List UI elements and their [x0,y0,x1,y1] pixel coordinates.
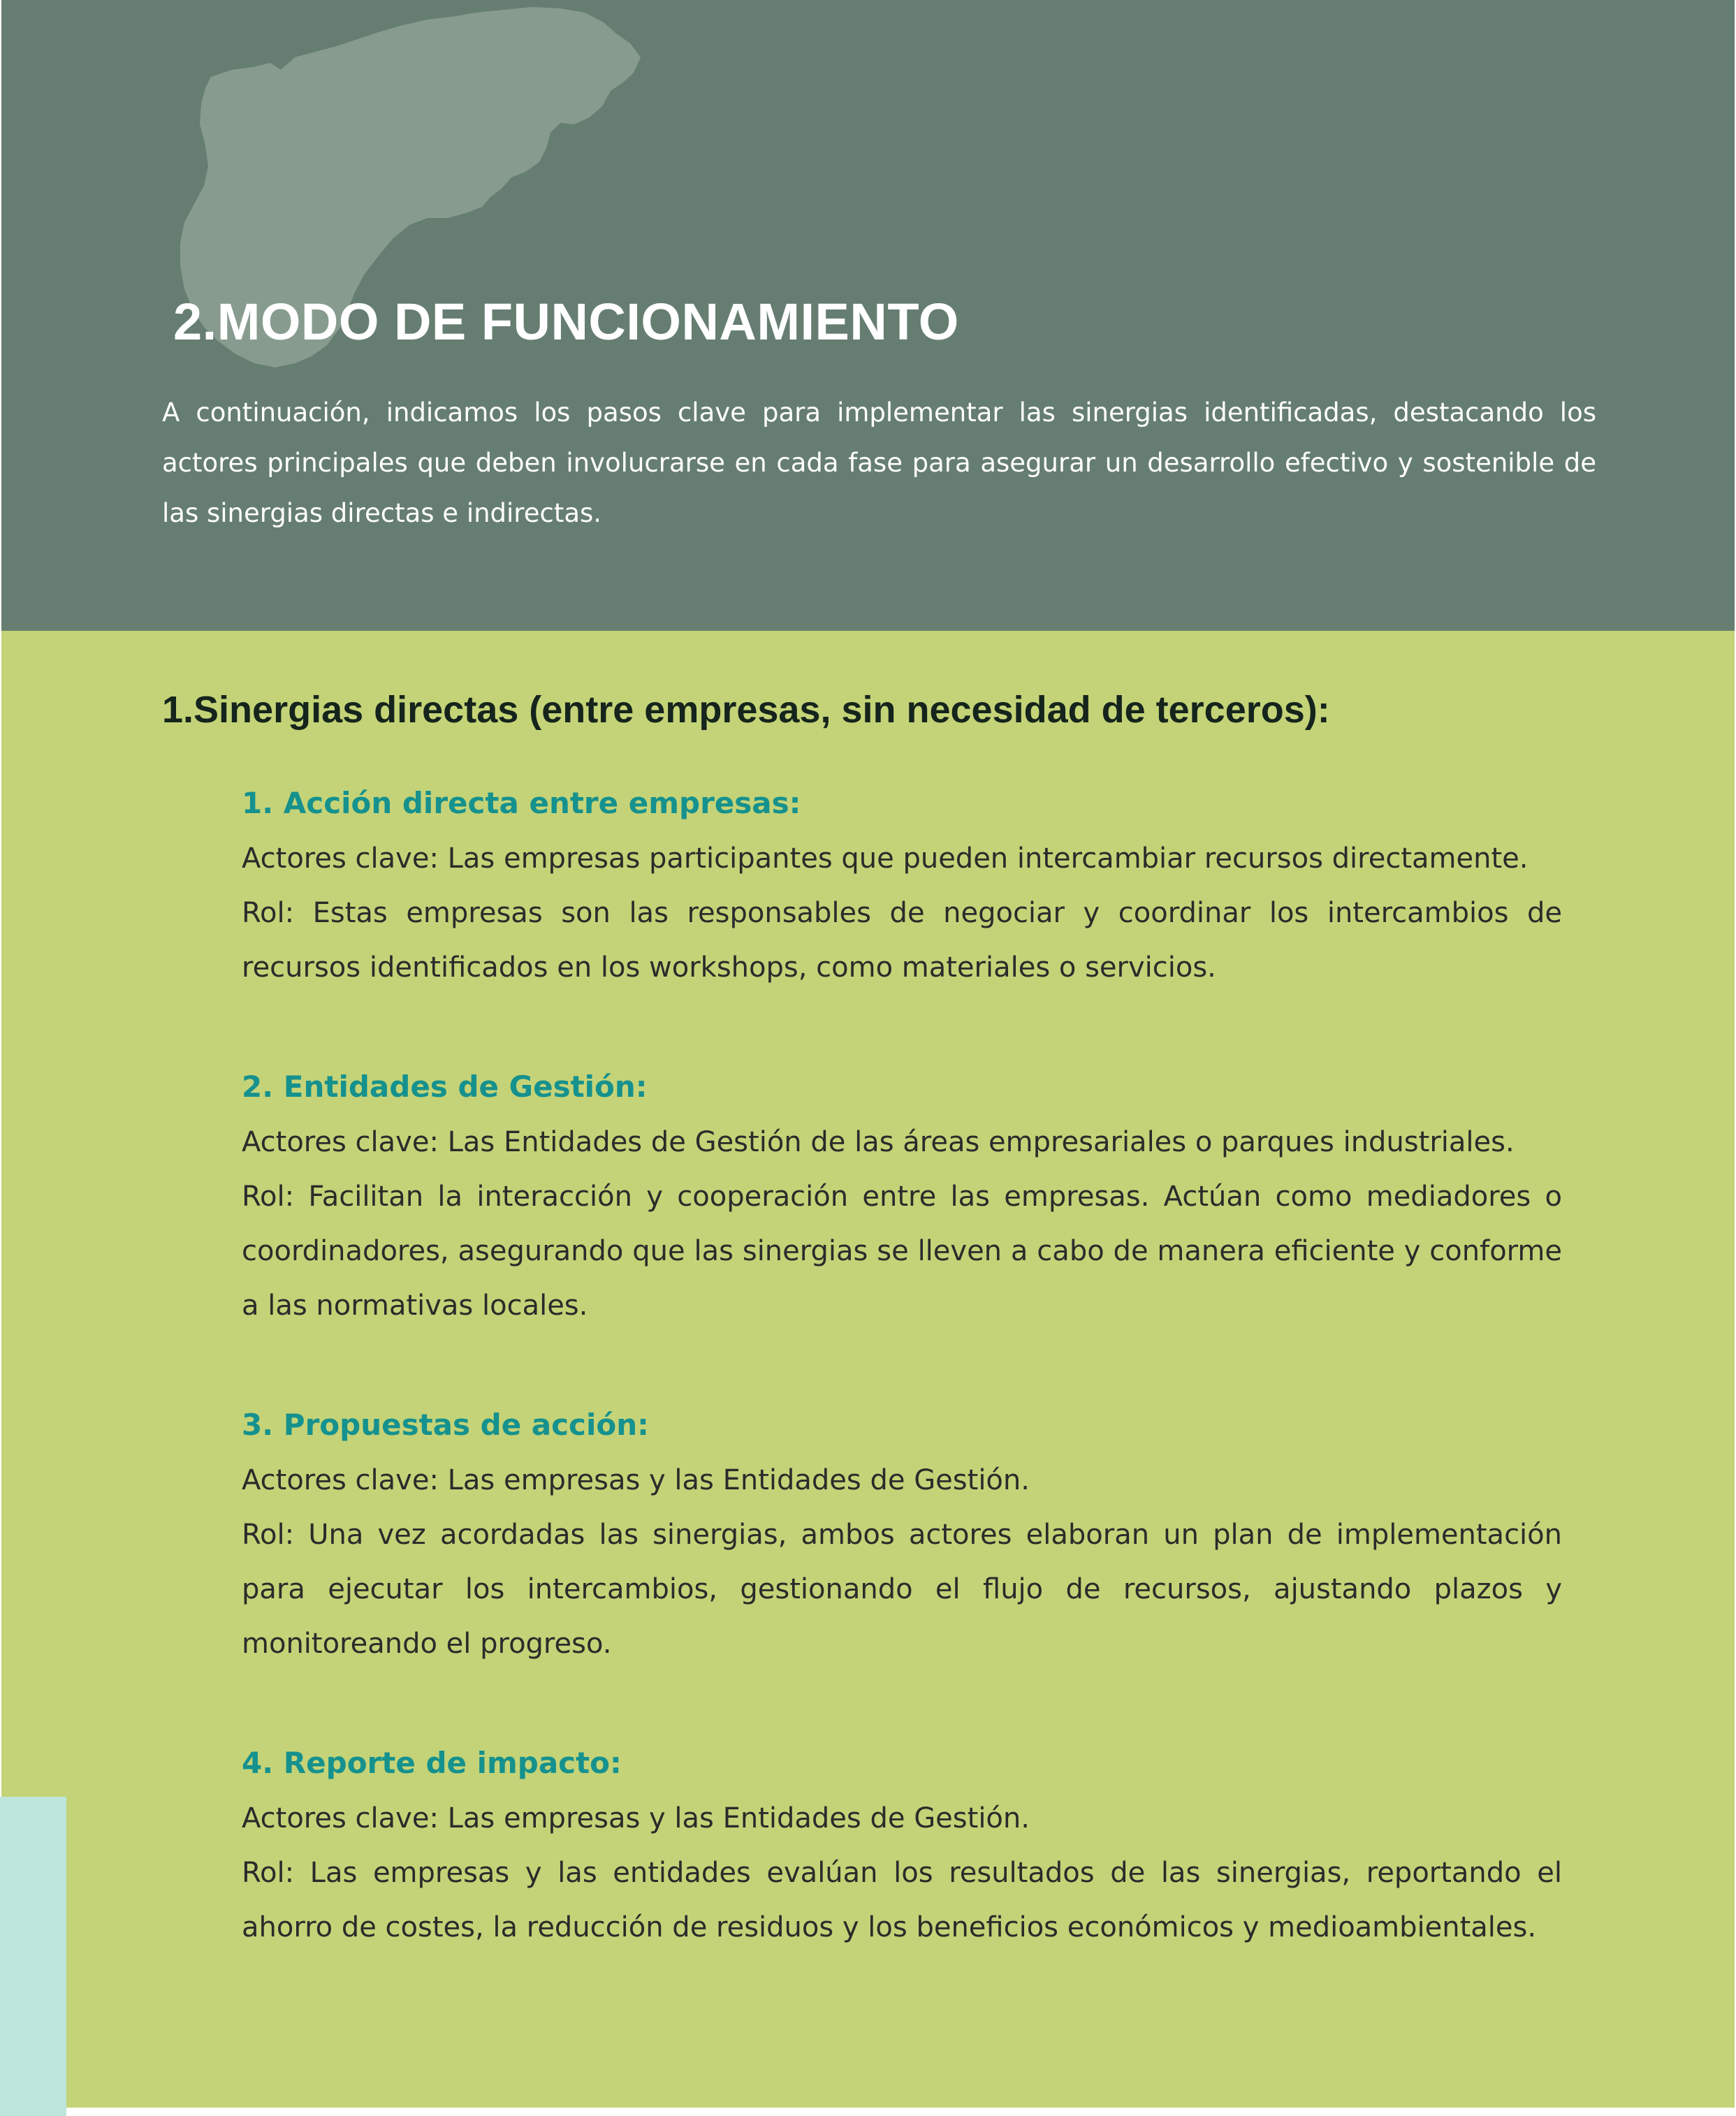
region-map-icon [1,0,700,419]
step-title: 4. Reporte de impacto: [242,1746,622,1780]
steps-list [242,775,1562,1955]
step-item [242,775,1562,995]
step-item [242,1735,1562,1955]
step-title: 3. Propuestas de acción: [242,1408,649,1442]
step-title: 1. Acción directa entre empresas: [242,786,801,820]
subsection-heading: 1.Sinergias directas (entre empresas, sin necesidad de terceros): [162,689,1330,731]
section-title: 2.MODO DE FUNCIONAMIENTO [173,293,959,351]
step-actores: Actores clave: Las empresas participantes que pueden intercambiar recursos directamente. [242,842,1529,875]
step-rol: Rol: Facilitan la interacción y cooperación entre las empresas. Actúan como mediadores o coordinadores, asegurando que las sinergias se lleven a cabo de manera eficiente y conforme a las normativas locales. [242,1181,1562,1322]
step-rol: Rol: Estas empresas son las responsables de negociar y coordinar los intercambios de recursos identificados en los workshops, como materiales o servicios. [242,897,1562,984]
side-tab-decoration [0,1797,66,2116]
step-title: 2. Entidades de Gestión: [242,1070,648,1104]
step-rol: Rol: Una vez acordadas las sinergias, ambos actores elaboran un plan de implementación para ejecutar los intercambios, gestionando el flujo de recursos, ajustando plazos y monitoreando el progreso. [242,1519,1562,1660]
intro-paragraph: A continuación, indicamos los pasos clave para implementar las sinergias identificadas, destacando los actores principales que deben involucrarse en cada fase para asegurar un desarrollo efectivo y sostenible de las sinergias directas e indirectas. [162,397,1596,528]
step-actores: Actores clave: Las empresas y las Entidades de Gestión. [242,1464,1030,1496]
step-actores: Actores clave: Las Entidades de Gestión de las áreas empresariales o parques industriales. [242,1126,1515,1158]
step-item [242,1059,1562,1333]
step-rol: Rol: Las empresas y las entidades evalúan los resultados de las sinergias, reportando el ahorro de costes, la reducción de residuos y los beneficios económicos y medioambientales. [242,1857,1562,1943]
step-actores: Actores clave: Las empresas y las Entidades de Gestión. [242,1802,1030,1834]
header-banner [1,0,1735,631]
step-item [242,1397,1562,1671]
